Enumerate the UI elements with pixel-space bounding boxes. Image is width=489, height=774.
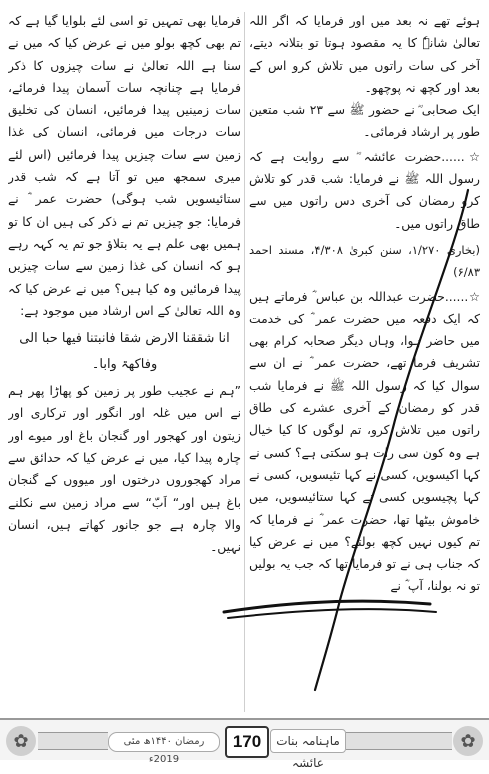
page-number: 170 [225,726,269,758]
reference-citation: (بخاری ۱/۲۷۰، سنن کبریٰ ۴/۳۰۸، مسند احمد ۶/۸۳) [249,242,480,280]
footer-rail [346,732,452,750]
page-footer [0,718,489,770]
flower-ornament-icon: ✿ [6,726,36,756]
paragraph-aisha-hadith: ☆......حضرت عائشہ ؓ سے روایت ہے کہ رسول اللہ ﷺ نے فرمایا: شب قدر کو تلاش کرو رمضان کی آخری دس راتوں میں سے طاق راتوں میں۔ [249,149,480,231]
left-column [8,10,241,715]
flower-ornament-icon: ✿ [453,726,483,756]
paragraph-verse-translation: ”ہم نے عجیب طور پر زمین کو پھاڑا پھر ہم نے اس میں غلہ اور انگور اور ترکاری اور زیتون اور کھجور اور گنجان باغ اور میوے اور چارہ پیدا کیا، میں نے عرض کیا کہ حدائق سے مراد کھجوروں درختوں اور میووں کے گنجان باغ ہیں اور“ اَبّ“ سے مراد زمین سے نکلنے والا چارہ ہے جو جانور کھاتے ہیں، انسان نہیں۔ [8,384,241,555]
magazine-title: ماہنامہ بنات عائشہ [270,729,346,753]
column-divider [244,12,245,712]
quran-verse-arabic: انا شققنا الارض شقا فانبتنا فیھا حبا الی وفاکھۃ وابا۔ [19,331,230,373]
right-column [249,10,480,715]
paragraph-sahabi: ایک صحابی ؓ نے حضور ﷺ سے ۲۳ شب متعین طور پر ارشاد فرمائی۔ [249,103,480,140]
footer-rail [38,732,108,750]
paragraph-ibn-abbas-hadith: ☆......حضرت عبداللہ بن عباس ؓ فرماتے ہیں کہ ایک دفعہ میں حضرت عمر ؓ کی خدمت میں حاضر ہوا، وہاں دیگر صحابہ کرام بھی تشریف فرما تھے، حضرت عمر ؓ نے ان سے سوال کیا کہ رسول اللہ ﷺ نے فرمایا شب قدر کو رمضان کے آخری عشرے کی طاق راتوں میں تلاش کرو، تم لوگوں کا کیا خیال ہے وہ کون سی رات ہو سکتی ہے؟ کسی نے کہا اکیسویں، کسی نے کہا تئیسویں، کسی نے کہا پچیسویں کسی نے کہا ستائیسویں، میں خاموش بیٹھا تھا، حضرت عمر ؓ نے فرمایا کہ تم کیوں نہیں کچھ بولتے؟ میں نے عرض کیا کہ جناب ہی نے تو فرمایا تھا کہ جب یہ بولیں تو نہ بولنا، آپ ؓ نے [249,289,480,594]
issue-date: رمضان ۱۴۴۰ھ مئی 2019ء [108,732,220,752]
paragraph-seven-things: فرمایا بھی تمہیں تو اسی لئے بلوایا گیا ہے کہ تم بھی کچھ بولو میں نے عرض کیا کہ میں نے سنا ہے اللہ تعالیٰ نے سات چیزوں کا ذکر فرمایا ہے چنانچہ سات آسمان پیدا فرمائے، سات زمینیں پیدا فرمائیں، انسان کی تخلیق سات درجات میں فرمائی، انسان کی غذا زمین سے سات چیزیں پیدا فرمائیں (اس لئے میری سمجھ میں تو آتا ہے کہ شب قدر ستائیسویں شب ہوگی) حضرت عمر ؓ نے فرمایا: جو چیزیں تم نے ذکر کی ہیں ان کا تو ہمیں بھی علم ہے یہ بتلاؤ جو تم یہ کہہ رہے ہو کہ انسان کی غذا زمین سے سات چیزیں پیدا فرمائیں وہ کیا ہیں؟ میں نے عرض کیا کہ وہ اللہ تعالیٰ کے اس ارشاد میں موجود ہے: [8,14,241,318]
paragraph-intro: ہوئے تھے نہ بعد میں اور فرمایا کہ اگر اللہ تعالیٰ شانہٗ کا یہ مقصود ہوتا تو بتلانہ دیتے، آخر کی سات راتوں میں تلاش کرو اس کے بعد اور کچھ نہ پوچھو۔ [249,14,480,95]
